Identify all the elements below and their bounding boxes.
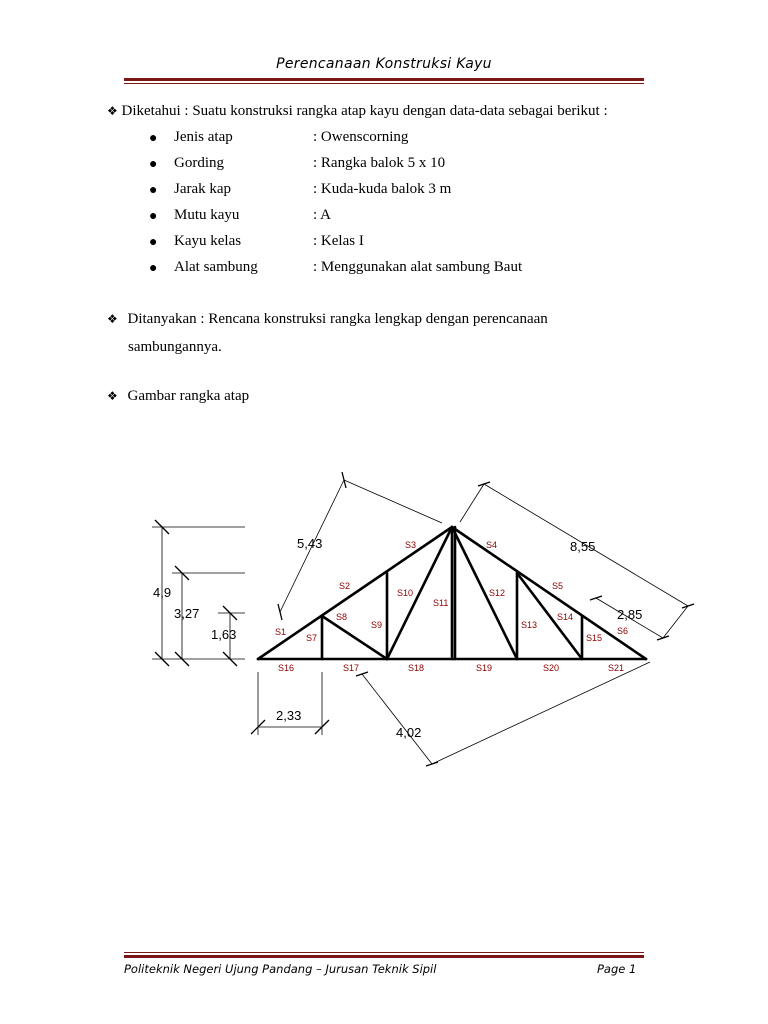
bullet-dot-icon: ● <box>149 157 158 172</box>
dim-label-right-end: 2,85 <box>617 607 643 622</box>
item-value: : Kuda-kuda balok 3 m <box>313 181 452 197</box>
tick-mark <box>478 482 490 486</box>
tick-mark <box>590 596 602 600</box>
dimension-lines <box>152 480 688 764</box>
member-label-s14: S14 <box>557 612 574 622</box>
dim-label-top-chord-left: 5,43 <box>297 536 323 551</box>
given-intro-text: Diketahui : Suatu konstruksi rangka atap kayu dengan data-data sebagai berikut : <box>121 103 608 119</box>
dim-label-low-height: 1,63 <box>211 627 237 642</box>
tick-mark <box>657 636 669 640</box>
bullet-dot-icon: ● <box>149 131 158 146</box>
member-label-s12: S12 <box>489 588 506 598</box>
diamond-bullet-icon: ❖ <box>107 389 118 403</box>
member-label-s10: S10 <box>397 588 414 598</box>
member-label-s15: S15 <box>586 633 603 643</box>
footer-rule-thin <box>124 952 644 953</box>
asked-text-1: Ditanyakan : Rencana konstruksi rangka lengkap dengan perencanaan <box>127 311 548 327</box>
tick-mark <box>342 472 346 488</box>
bullet-dot-icon: ● <box>149 235 158 250</box>
member-label-s9: S9 <box>371 620 383 630</box>
member-label-s4: S4 <box>486 540 498 550</box>
member-label-s20: S20 <box>543 663 560 673</box>
member-label-s5: S5 <box>552 581 564 591</box>
tick-mark <box>426 762 438 766</box>
item-label: Kayu kelas <box>174 233 242 249</box>
item-value: : Owenscorning <box>313 129 409 145</box>
item-label: Jenis atap <box>174 129 233 145</box>
member-label-s6: S6 <box>617 626 629 636</box>
footer-rule-thick <box>124 955 644 958</box>
drawing-heading: Gambar rangka atap <box>127 388 250 404</box>
member-label-s2: S2 <box>339 581 351 591</box>
truss-top-chord-right <box>452 527 646 659</box>
member-label-s11: S11 <box>433 598 449 608</box>
diamond-bullet-icon: ❖ <box>107 104 118 118</box>
tick-mark <box>278 604 282 620</box>
item-value: : Kelas I <box>313 233 364 249</box>
member-label-s16: S16 <box>278 663 295 673</box>
tick-mark <box>682 604 694 608</box>
item-value: : Rangka balok 5 x 10 <box>313 155 446 171</box>
member-label-s1: S1 <box>275 627 287 637</box>
member-label-s21: S21 <box>608 663 625 673</box>
dim-label-mid-height: 3,27 <box>174 606 200 621</box>
item-value: : Menggunakan alat sambung Baut <box>313 259 523 275</box>
member-label-s17: S17 <box>343 663 360 673</box>
bullet-dot-icon: ● <box>149 209 158 224</box>
item-label: Mutu kayu <box>174 207 240 223</box>
diamond-bullet-icon: ❖ <box>107 312 118 326</box>
dim-label-top-chord-right: 8,55 <box>570 539 596 554</box>
footer-institution: Politeknik Negeri Ujung Pandang – Jurusan Teknik Sipil <box>124 962 437 976</box>
dim-line-diagonal <box>362 674 432 764</box>
truss-diagonal-s12 <box>452 527 517 659</box>
member-label-s8: S8 <box>336 612 348 622</box>
ext-line-diagonal <box>432 662 650 764</box>
item-label: Gording <box>174 155 224 171</box>
member-label-s18: S18 <box>408 663 425 673</box>
member-label-s7: S7 <box>306 633 318 643</box>
bullet-dot-icon: ● <box>149 261 158 276</box>
member-label-s13: S13 <box>521 620 538 630</box>
page-number: Page 1 <box>597 962 637 976</box>
item-label: Jarak kap <box>174 181 232 197</box>
ext-line-peak-right <box>460 484 484 522</box>
bullet-dot-icon: ● <box>149 183 158 198</box>
ext-line-right-end <box>663 606 688 638</box>
item-label: Alat sambung <box>174 259 258 275</box>
member-label-s3: S3 <box>405 540 417 550</box>
dim-label-diagonal: 4,02 <box>396 725 422 740</box>
asked-text-2: sambungannya. <box>128 339 222 355</box>
dim-label-total-height: 4,9 <box>153 585 172 600</box>
ext-line-peak-left <box>344 480 442 523</box>
member-label-s19: S19 <box>476 663 493 673</box>
item-value: : A <box>313 207 331 223</box>
dim-label-bottom-panel: 2,33 <box>276 708 302 723</box>
page-header-title: Perencanaan Konstruksi Kayu <box>276 56 492 72</box>
dimension-ticks <box>155 472 694 766</box>
